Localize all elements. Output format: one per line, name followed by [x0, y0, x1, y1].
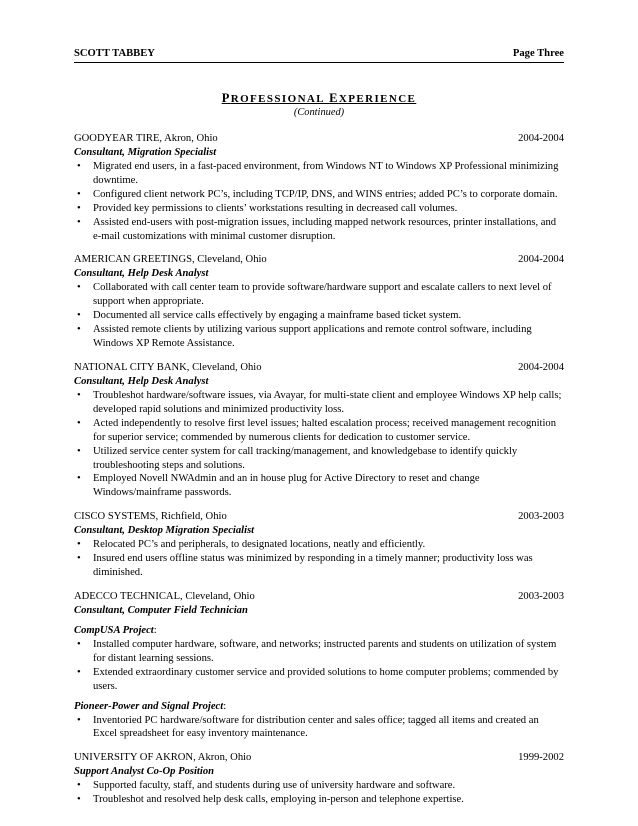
- bullet-text: Migrated end users, in a fast-paced environment, from Windows NT to Windows XP Professional minimizing downtime.: [93, 161, 559, 186]
- project-name: CompUSA Project: [74, 624, 154, 636]
- job-header: [74, 510, 564, 524]
- bullet-item: [74, 188, 564, 202]
- job-header: [74, 590, 564, 604]
- bullet-text: Acted independently to resolve first level issues; halted escalation process; received management recognition for superior service; commended by numerous clients for dedication to customer service.: [93, 417, 557, 443]
- project-title: [74, 624, 564, 638]
- bullet-text: Insured end users offline status was minimized by responding in a timely manner; productivity loss was diminished.: [93, 553, 533, 579]
- job-header: [74, 361, 564, 375]
- company-name: ADECCO TECHNICAL, Cleveland, Ohio: [74, 590, 255, 602]
- bullet-icon: •: [77, 161, 81, 172]
- bullet-text: Extended extraordinary customer service and provided solutions to home computer problems; commended by users.: [93, 666, 559, 692]
- bullet-text: Troubleshot and resolved help desk calls, employing in-person and telephone expertise.: [93, 794, 464, 806]
- bullet-text: Provided key permissions to clients’ workstations resulting in decreased call volumes.: [93, 202, 458, 214]
- bullet-icon: •: [77, 553, 81, 565]
- bullet-item: [74, 793, 564, 807]
- bullet-item: [74, 309, 564, 323]
- job-dates: 2004-2004: [518, 133, 564, 144]
- bullet-list: [74, 779, 564, 807]
- job-title: Support Analyst Co-Op Position: [74, 766, 215, 778]
- bullet-item: [74, 445, 564, 473]
- job-entry: [74, 253, 564, 351]
- bullet-text: Configured client network PC’s, including TCP/IP, DNS, and WINS entries; added PC’s to corporate domain.: [93, 188, 558, 200]
- job-entry: [74, 510, 564, 580]
- bullet-icon: •: [77, 638, 81, 650]
- job-dates: 1999-2002: [518, 752, 564, 764]
- bullet-icon: •: [77, 714, 81, 726]
- resume-page: [74, 48, 564, 807]
- bullet-item: [74, 538, 564, 552]
- bullet-list: [74, 538, 564, 580]
- section-title: PROFESSIONAL EXPERIENCE: [221, 91, 417, 105]
- bullet-item: [74, 281, 564, 309]
- bullet-icon: •: [77, 389, 81, 401]
- page-number: Page Three: [512, 48, 564, 59]
- bullet-item: [74, 417, 564, 445]
- bullet-icon: •: [77, 282, 81, 294]
- job-header: [74, 253, 564, 267]
- bullet-item: [74, 714, 564, 742]
- candidate-name: SCOTT TABBEY: [74, 48, 155, 59]
- bullet-item: [74, 666, 564, 694]
- job-title: Consultant, Help Desk Analyst: [74, 268, 209, 280]
- bullet-list: [74, 714, 564, 742]
- bullet-text: Employed Novell NWAdmin and an in house plug for Active Directory to reset and change Windows/mainframe passwords.: [93, 473, 480, 499]
- job-header: [74, 132, 564, 146]
- bullet-icon: •: [77, 417, 81, 429]
- job-entry: [74, 132, 564, 243]
- job-entry: [74, 590, 564, 741]
- company-name: CISCO SYSTEMS, Richfield, Ohio: [74, 511, 227, 523]
- bullet-icon: •: [77, 216, 81, 228]
- bullet-text: Troubleshot hardware/software issues, via Avayar, for multi-state client and employee Windows XP help calls; developed rapid solutions and minimized productivity loss.: [93, 389, 562, 415]
- company-name: GOODYEAR TIRE, Akron, Ohio: [74, 133, 218, 144]
- bullet-icon: •: [77, 539, 81, 551]
- bullet-item: [74, 216, 564, 244]
- bullet-item: [74, 323, 564, 351]
- job-dates: 2004-2004: [518, 254, 564, 266]
- bullet-list: [74, 160, 564, 243]
- job-dates: 2003-2003: [518, 590, 564, 602]
- bullet-item: [74, 552, 564, 580]
- project-colon: :: [223, 700, 227, 712]
- bullet-item: [74, 389, 564, 417]
- job-title: Consultant, Help Desk Analyst: [74, 375, 209, 387]
- project-name: Pioneer-Power and Signal Project: [74, 700, 224, 712]
- bullet-icon: •: [77, 794, 81, 806]
- job-title: Consultant, Desktop Migration Specialist: [74, 525, 255, 537]
- job-header: [74, 751, 564, 765]
- bullet-text: Assisted remote clients by utilizing various support applications and remote control software, including Windows XP Remote Assistance.: [93, 324, 532, 350]
- bullet-item: [74, 472, 564, 500]
- bullet-text: Inventoried PC hardware/software for distribution center and sales office; tagged all items and created an Excel spreadsheet for easy inventory maintenance.: [93, 714, 539, 740]
- bullet-item: [74, 779, 564, 793]
- project-title: [74, 700, 564, 714]
- bullet-text: Utilized service center system for call tracking/management, and knowledgebase to identify quickly troubleshooting steps and solutions.: [93, 445, 518, 471]
- bullet-icon: •: [77, 188, 81, 200]
- job-entry: [74, 751, 564, 807]
- job-dates: 2003-2003: [518, 511, 564, 523]
- job-title: Consultant, Migration Specialist: [74, 147, 217, 158]
- bullet-text: Collaborated with call center team to provide software/hardware support and escalate callers to next level of support when appropriate.: [93, 282, 552, 308]
- company-name: NATIONAL CITY BANK, Cleveland, Ohio: [74, 361, 262, 373]
- bullet-icon: •: [77, 473, 81, 485]
- bullet-icon: •: [77, 445, 81, 457]
- page-header: [74, 48, 564, 63]
- bullet-icon: •: [77, 310, 81, 322]
- bullet-text: Relocated PC’s and peripherals, to designated locations, neatly and efficiently.: [93, 539, 426, 551]
- company-name: UNIVERSITY OF AKRON, Akron, Ohio: [74, 752, 252, 764]
- bullet-list: [74, 638, 564, 694]
- bullet-text: Documented all service calls effectively by engaging a mainframe based ticket system.: [93, 310, 462, 322]
- bullet-list: [74, 389, 564, 500]
- bullet-list: [74, 281, 564, 351]
- bullet-text: Assisted end-users with post-migration issues, including mapped network resources, printer installations, and e-mail customizations with minimal customer disruption.: [93, 216, 557, 242]
- bullet-icon: •: [77, 202, 81, 214]
- bullet-item: [74, 638, 564, 666]
- company-name: AMERICAN GREETINGS, Cleveland, Ohio: [74, 254, 267, 266]
- bullet-text: Installed computer hardware, software, and networks; instructed parents and students on utilization of system for distant learning sessions.: [93, 638, 557, 664]
- bullet-text: Supported faculty, staff, and students during use of university hardware and software.: [93, 780, 456, 792]
- job-title: Consultant, Computer Field Technician: [74, 604, 248, 616]
- bullet-item: [74, 202, 564, 216]
- job-dates: 2004-2004: [518, 361, 564, 373]
- bullet-item: [74, 160, 564, 188]
- bullet-icon: •: [77, 666, 81, 678]
- bullet-icon: •: [77, 780, 81, 792]
- job-entry: [74, 361, 564, 500]
- section-subtitle: (Continued): [293, 107, 345, 118]
- jobs-list: [74, 132, 564, 807]
- project-colon: :: [153, 624, 157, 636]
- bullet-icon: •: [77, 324, 81, 336]
